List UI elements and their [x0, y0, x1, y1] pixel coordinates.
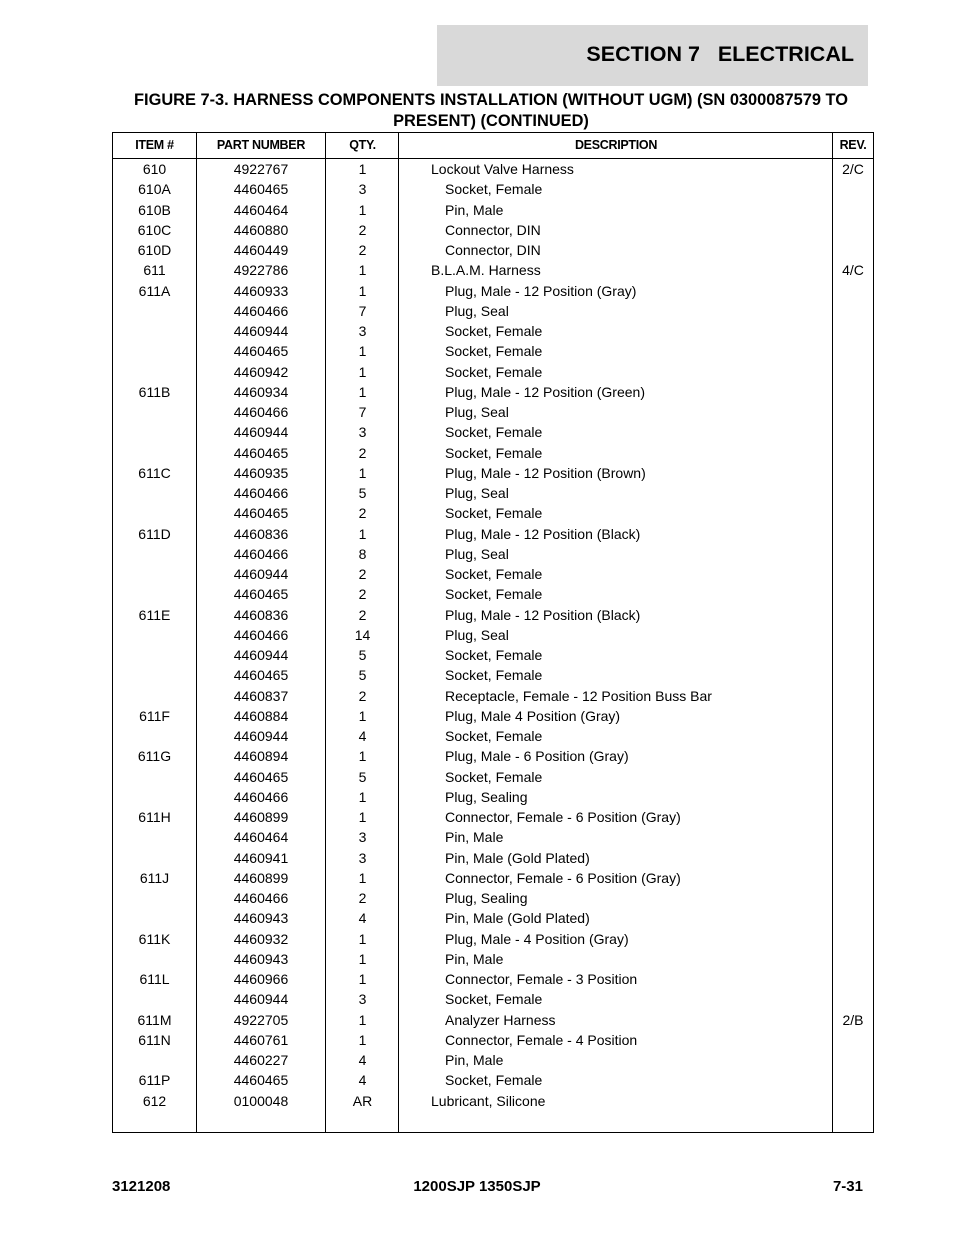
header-part-number: PART NUMBER: [216, 138, 306, 152]
part-number-cell: 4460837: [233, 687, 289, 704]
rev-cell: [833, 564, 873, 584]
part-number-cell: 4460899: [233, 809, 289, 825]
item-cell: 612: [142, 1092, 167, 1109]
description-cell: Socket, Female: [445, 505, 543, 522]
item-cell: 610C: [137, 221, 172, 238]
item-cell: [113, 483, 196, 503]
item-cell: 611P: [138, 1072, 171, 1089]
item-cell: [113, 625, 196, 645]
part-number-cell: 4460836: [233, 525, 289, 542]
qty-cell: 1: [358, 161, 367, 177]
qty-cell: 3: [358, 849, 367, 866]
description-cell: Plug, Male - 4 Position (Gray): [445, 930, 629, 947]
item-cell: [113, 584, 196, 604]
table-row: [113, 341, 873, 361]
table-row: [113, 787, 873, 807]
item-cell: 611A: [138, 282, 171, 299]
rev-cell: [833, 483, 873, 503]
table-row: [113, 463, 873, 483]
part-number-cell: 4460465: [233, 768, 289, 785]
part-number-cell: 4460466: [233, 788, 289, 805]
table-row: [113, 483, 873, 503]
item-cell: 611M: [137, 1011, 172, 1028]
description-cell: Plug, Male - 6 Position (Gray): [445, 748, 629, 765]
part-number-cell: 4460464: [233, 201, 289, 218]
table-row: [113, 848, 873, 868]
rev-cell: 2/C: [842, 161, 864, 177]
rev-cell: [833, 1070, 873, 1090]
footer-model: 1200SJP 1350SJP: [413, 1178, 541, 1195]
table-row: [113, 888, 873, 908]
rev-cell: [833, 463, 873, 483]
item-cell: [113, 362, 196, 382]
qty-cell: 1: [358, 788, 367, 805]
part-number-cell: 4460944: [233, 728, 289, 744]
qty-cell: 4: [358, 728, 367, 744]
qty-cell: 3: [358, 991, 367, 1008]
rev-cell: [833, 443, 873, 463]
rev-cell: [833, 706, 873, 726]
rev-cell: [833, 767, 873, 787]
table-row: [113, 584, 873, 604]
item-cell: [113, 767, 196, 787]
qty-cell: 4: [358, 1072, 367, 1089]
rev-cell: [833, 989, 873, 1009]
rev-cell: [833, 908, 873, 928]
part-number-cell: 4460943: [233, 910, 289, 927]
table-row: [113, 625, 873, 645]
rev-cell: [833, 301, 873, 321]
table-body: [113, 159, 873, 1111]
rev-cell: [833, 362, 873, 382]
description-cell: Plug, Male - 12 Position (Gray): [445, 282, 637, 299]
part-number-cell: 4460935: [233, 464, 289, 481]
item-cell: [113, 301, 196, 321]
part-number-cell: 4460966: [233, 971, 289, 987]
qty-cell: 5: [358, 667, 367, 684]
description-cell: Pin, Male (Gold Plated): [445, 849, 590, 866]
section-title: SECTION 7 ELECTRICAL: [586, 42, 854, 66]
qty-cell: 1: [358, 950, 367, 967]
item-cell: [113, 321, 196, 341]
description-cell: Connector, Female - 4 Position: [445, 1031, 638, 1048]
table-row: [113, 382, 873, 402]
part-number-cell: 4460464: [233, 829, 289, 846]
description-cell: Receptacle, Female - 12 Position Buss Bar: [445, 687, 712, 704]
rev-cell: [833, 868, 873, 888]
rev-cell: [833, 341, 873, 361]
description-cell: Analyzer Harness: [445, 1011, 556, 1028]
description-cell: Connector, Female - 3 Position: [445, 971, 638, 987]
part-number-cell: 4922705: [233, 1011, 289, 1028]
table-row: [113, 969, 873, 989]
description-cell: Pin, Male: [445, 1052, 504, 1068]
rev-cell: [833, 969, 873, 989]
part-number-cell: 4460465: [233, 444, 289, 461]
table-row: [113, 686, 873, 706]
description-cell: Pin, Male: [445, 950, 504, 967]
item-cell: [113, 503, 196, 523]
description-cell: Plug, Male - 12 Position (Green): [445, 383, 645, 400]
qty-cell: 1: [358, 383, 367, 400]
part-number-cell: 4460466: [233, 890, 289, 906]
qty-cell: 3: [358, 181, 367, 198]
part-number-cell: 4460880: [233, 221, 289, 238]
table-row: [113, 402, 873, 422]
rev-cell: [833, 503, 873, 523]
item-cell: [113, 544, 196, 564]
item-cell: 610A: [138, 181, 171, 198]
rev-cell: 2/B: [842, 1011, 864, 1028]
rev-cell: [833, 1091, 873, 1111]
table-row: [113, 159, 873, 179]
item-cell: [113, 686, 196, 706]
item-cell: [113, 341, 196, 361]
qty-cell: 7: [358, 302, 367, 319]
part-number-cell: 4460944: [233, 424, 289, 441]
rev-cell: [833, 281, 873, 301]
item-cell: [113, 827, 196, 847]
table-row: [113, 726, 873, 746]
description-cell: Socket, Female: [445, 667, 543, 684]
item-cell: [113, 726, 196, 746]
table-row: [113, 1050, 873, 1070]
qty-cell: 4: [358, 1052, 367, 1068]
qty-cell: 1: [358, 1031, 367, 1048]
table-row: [113, 321, 873, 341]
rev-cell: [833, 200, 873, 220]
rev-cell: 4/C: [842, 262, 864, 279]
part-number-cell: 4460944: [233, 991, 289, 1008]
qty-cell: 1: [358, 343, 367, 360]
part-number-cell: 4460465: [233, 586, 289, 603]
table-row: [113, 949, 873, 969]
table-row: [113, 564, 873, 584]
description-cell: Plug, Seal: [445, 302, 509, 319]
rev-cell: [833, 686, 873, 706]
table-row: [113, 240, 873, 260]
item-cell: 611G: [137, 748, 172, 765]
header-rev: REV.: [839, 138, 867, 152]
header-item: ITEM #: [135, 138, 174, 152]
item-cell: 611F: [139, 707, 170, 724]
part-number-cell: 4460899: [233, 869, 289, 886]
table-row: [113, 605, 873, 625]
table-row: [113, 706, 873, 726]
rev-cell: [833, 524, 873, 544]
table-row: [113, 179, 873, 199]
table-row: [113, 1070, 873, 1090]
table-row: [113, 989, 873, 1009]
table-row: [113, 503, 873, 523]
part-number-cell: 4460466: [233, 626, 289, 643]
qty-cell: 7: [358, 404, 367, 420]
description-cell: Pin, Male (Gold Plated): [445, 910, 590, 927]
description-cell: Pin, Male: [445, 829, 504, 846]
part-number-cell: 4460934: [233, 383, 289, 400]
description-cell: Socket, Female: [445, 181, 543, 198]
qty-cell: 3: [358, 829, 367, 846]
table-row: [113, 827, 873, 847]
qty-cell: 1: [358, 869, 367, 886]
table-row: [113, 665, 873, 685]
table-row: [113, 301, 873, 321]
part-number-cell: 4460466: [233, 302, 289, 319]
table-row: [113, 281, 873, 301]
qty-cell: 1: [358, 971, 367, 987]
item-cell: [113, 908, 196, 928]
description-cell: Connector, Female - 6 Position (Gray): [445, 869, 681, 886]
item-cell: [113, 989, 196, 1009]
item-cell: [113, 665, 196, 685]
figure-title: FIGURE 7-3. HARNESS COMPONENTS INSTALLATION (WITHOUT UGM) (SN 0300087579 TO PRESENT) (CONTINUED): [134, 91, 848, 130]
item-cell: 610: [142, 161, 167, 177]
part-number-cell: 4460465: [233, 667, 289, 684]
qty-cell: 1: [358, 464, 367, 481]
rev-cell: [833, 827, 873, 847]
part-number-cell: 4460465: [233, 181, 289, 198]
item-cell: [113, 443, 196, 463]
part-number-cell: 4460465: [233, 505, 289, 522]
qty-cell: 1: [358, 930, 367, 947]
item-cell: 611E: [138, 606, 171, 623]
table-row: [113, 645, 873, 665]
description-cell: Connector, DIN: [445, 221, 541, 238]
item-cell: [113, 949, 196, 969]
item-cell: [113, 787, 196, 807]
qty-cell: 4: [358, 910, 367, 927]
description-cell: Plug, Male - 12 Position (Black): [445, 525, 641, 542]
rev-cell: [833, 402, 873, 422]
qty-cell: 1: [358, 1011, 367, 1028]
item-cell: [113, 645, 196, 665]
description-cell: Lubricant, Silicone: [431, 1092, 546, 1109]
table-row: [113, 422, 873, 442]
description-cell: Pin, Male: [445, 201, 504, 218]
description-cell: Socket, Female: [445, 768, 543, 785]
rev-cell: [833, 1050, 873, 1070]
table-row: [113, 929, 873, 949]
part-number-cell: 4460884: [233, 707, 289, 724]
qty-cell: 8: [358, 545, 367, 562]
description-cell: Plug, Male - 12 Position (Black): [445, 606, 641, 623]
table-row: [113, 1091, 873, 1111]
rev-cell: [833, 888, 873, 908]
table-row: [113, 200, 873, 220]
rev-cell: [833, 807, 873, 827]
parts-table: [112, 132, 874, 1133]
part-number-cell: 4460894: [233, 748, 289, 765]
qty-cell: 3: [358, 424, 367, 441]
part-number-cell: 4460466: [233, 404, 289, 420]
part-number-cell: 4460449: [233, 242, 289, 258]
rev-cell: [833, 665, 873, 685]
rev-cell: [833, 584, 873, 604]
table-row: [113, 908, 873, 928]
part-number-cell: 4460466: [233, 485, 289, 501]
rev-cell: [833, 787, 873, 807]
description-cell: Socket, Female: [445, 424, 543, 441]
qty-cell: AR: [352, 1092, 373, 1109]
qty-cell: 2: [358, 444, 367, 461]
description-cell: Socket, Female: [445, 991, 543, 1008]
item-cell: 611J: [139, 869, 170, 886]
qty-cell: 5: [358, 485, 367, 501]
part-number-cell: 0100048: [233, 1092, 289, 1109]
qty-cell: 2: [358, 242, 367, 258]
item-cell: 611N: [138, 1031, 171, 1048]
rev-cell: [833, 605, 873, 625]
item-cell: [113, 848, 196, 868]
item-cell: 611B: [138, 383, 171, 400]
description-cell: Plug, Sealing: [445, 890, 528, 906]
table-row: [113, 524, 873, 544]
table-row: [113, 443, 873, 463]
qty-cell: 2: [358, 505, 367, 522]
item-cell: [113, 1050, 196, 1070]
part-number-cell: 4922786: [233, 262, 289, 279]
table-row: [113, 746, 873, 766]
qty-cell: 1: [358, 809, 367, 825]
section-banner: [437, 25, 868, 86]
table-row: [113, 807, 873, 827]
header-description: DESCRIPTION: [574, 138, 658, 152]
item-cell: 611C: [138, 464, 171, 481]
qty-cell: 2: [358, 586, 367, 603]
qty-cell: 1: [358, 748, 367, 765]
rev-cell: [833, 422, 873, 442]
description-cell: Connector, Female - 6 Position (Gray): [445, 809, 681, 825]
rev-cell: [833, 848, 873, 868]
qty-cell: 5: [358, 768, 367, 785]
description-cell: Socket, Female: [445, 728, 543, 744]
table-row: [113, 1010, 873, 1030]
item-cell: 611D: [138, 525, 171, 542]
table-row: [113, 544, 873, 564]
part-number-cell: 4460943: [233, 950, 289, 967]
rev-cell: [833, 544, 873, 564]
rev-cell: [833, 625, 873, 645]
item-cell: [113, 888, 196, 908]
part-number-cell: 4460944: [233, 323, 289, 339]
description-cell: Plug, Male 4 Position (Gray): [445, 707, 621, 724]
item-cell: [113, 564, 196, 584]
qty-cell: 2: [358, 221, 367, 238]
description-cell: Socket, Female: [445, 566, 543, 582]
item-cell: 610B: [138, 201, 171, 218]
table-row: [113, 362, 873, 382]
description-cell: Socket, Female: [445, 586, 543, 603]
part-number-cell: 4460836: [233, 606, 289, 623]
description-cell: Plug, Seal: [445, 545, 509, 562]
description-cell: Plug, Seal: [445, 626, 509, 643]
table-header-row: [113, 133, 873, 159]
qty-cell: 1: [358, 262, 367, 279]
rev-cell: [833, 1030, 873, 1050]
item-cell: 611H: [138, 809, 171, 825]
description-cell: Plug, Male - 12 Position (Brown): [445, 464, 646, 481]
part-number-cell: 4460941: [233, 849, 289, 866]
part-number-cell: 4460944: [233, 647, 289, 663]
part-number-cell: 4460227: [233, 1052, 289, 1068]
qty-cell: 2: [358, 890, 367, 906]
part-number-cell: 4460466: [233, 545, 289, 562]
part-number-cell: 4460465: [233, 343, 289, 360]
table-row: [113, 1030, 873, 1050]
description-cell: Socket, Female: [445, 1072, 543, 1089]
part-number-cell: 4460932: [233, 930, 289, 947]
description-cell: Socket, Female: [445, 323, 543, 339]
table-row: [113, 220, 873, 240]
footer-page-number: 7-31: [832, 1178, 863, 1195]
qty-cell: 1: [358, 707, 367, 724]
rev-cell: [833, 949, 873, 969]
qty-cell: 2: [358, 566, 367, 582]
qty-cell: 1: [358, 201, 367, 218]
item-cell: [113, 402, 196, 422]
rev-cell: [833, 240, 873, 260]
qty-cell: 1: [358, 525, 367, 542]
description-cell: Connector, DIN: [445, 242, 541, 258]
item-cell: 610D: [137, 242, 172, 258]
rev-cell: [833, 321, 873, 341]
description-cell: Plug, Sealing: [445, 788, 528, 805]
description-cell: Plug, Seal: [445, 485, 509, 501]
part-number-cell: 4460761: [233, 1031, 289, 1048]
part-number-cell: 4460944: [233, 566, 289, 582]
qty-cell: 2: [358, 687, 367, 704]
description-cell: Plug, Seal: [445, 404, 509, 420]
part-number-cell: 4460942: [233, 363, 289, 380]
description-cell: Socket, Female: [445, 363, 543, 380]
rev-cell: [833, 929, 873, 949]
qty-cell: 1: [358, 363, 367, 380]
rev-cell: [833, 645, 873, 665]
qty-cell: 3: [358, 323, 367, 339]
rev-cell: [833, 220, 873, 240]
qty-cell: 1: [358, 282, 367, 299]
table-row: [113, 767, 873, 787]
item-cell: 611: [143, 262, 166, 279]
part-number-cell: 4460465: [233, 1072, 289, 1089]
rev-cell: [833, 382, 873, 402]
part-number-cell: 4460933: [233, 282, 289, 299]
qty-cell: 5: [358, 647, 367, 663]
item-cell: 611L: [139, 971, 170, 987]
qty-cell: 14: [354, 626, 371, 643]
description-cell: Socket, Female: [445, 647, 543, 663]
description-cell: Socket, Female: [445, 444, 543, 461]
description-cell: Socket, Female: [445, 343, 543, 360]
rev-cell: [833, 746, 873, 766]
part-number-cell: 4922767: [233, 161, 289, 177]
table-row: [113, 260, 873, 280]
qty-cell: 2: [358, 606, 367, 623]
header-qty: QTY.: [349, 138, 376, 152]
description-cell: B.L.A.M. Harness: [431, 262, 541, 279]
item-cell: 611K: [138, 930, 171, 947]
item-cell: [113, 422, 196, 442]
description-cell: Lockout Valve Harness: [431, 161, 574, 177]
rev-cell: [833, 726, 873, 746]
rev-cell: [833, 179, 873, 199]
table-row: [113, 868, 873, 888]
footer-doc-number: 3121208: [112, 1178, 171, 1195]
